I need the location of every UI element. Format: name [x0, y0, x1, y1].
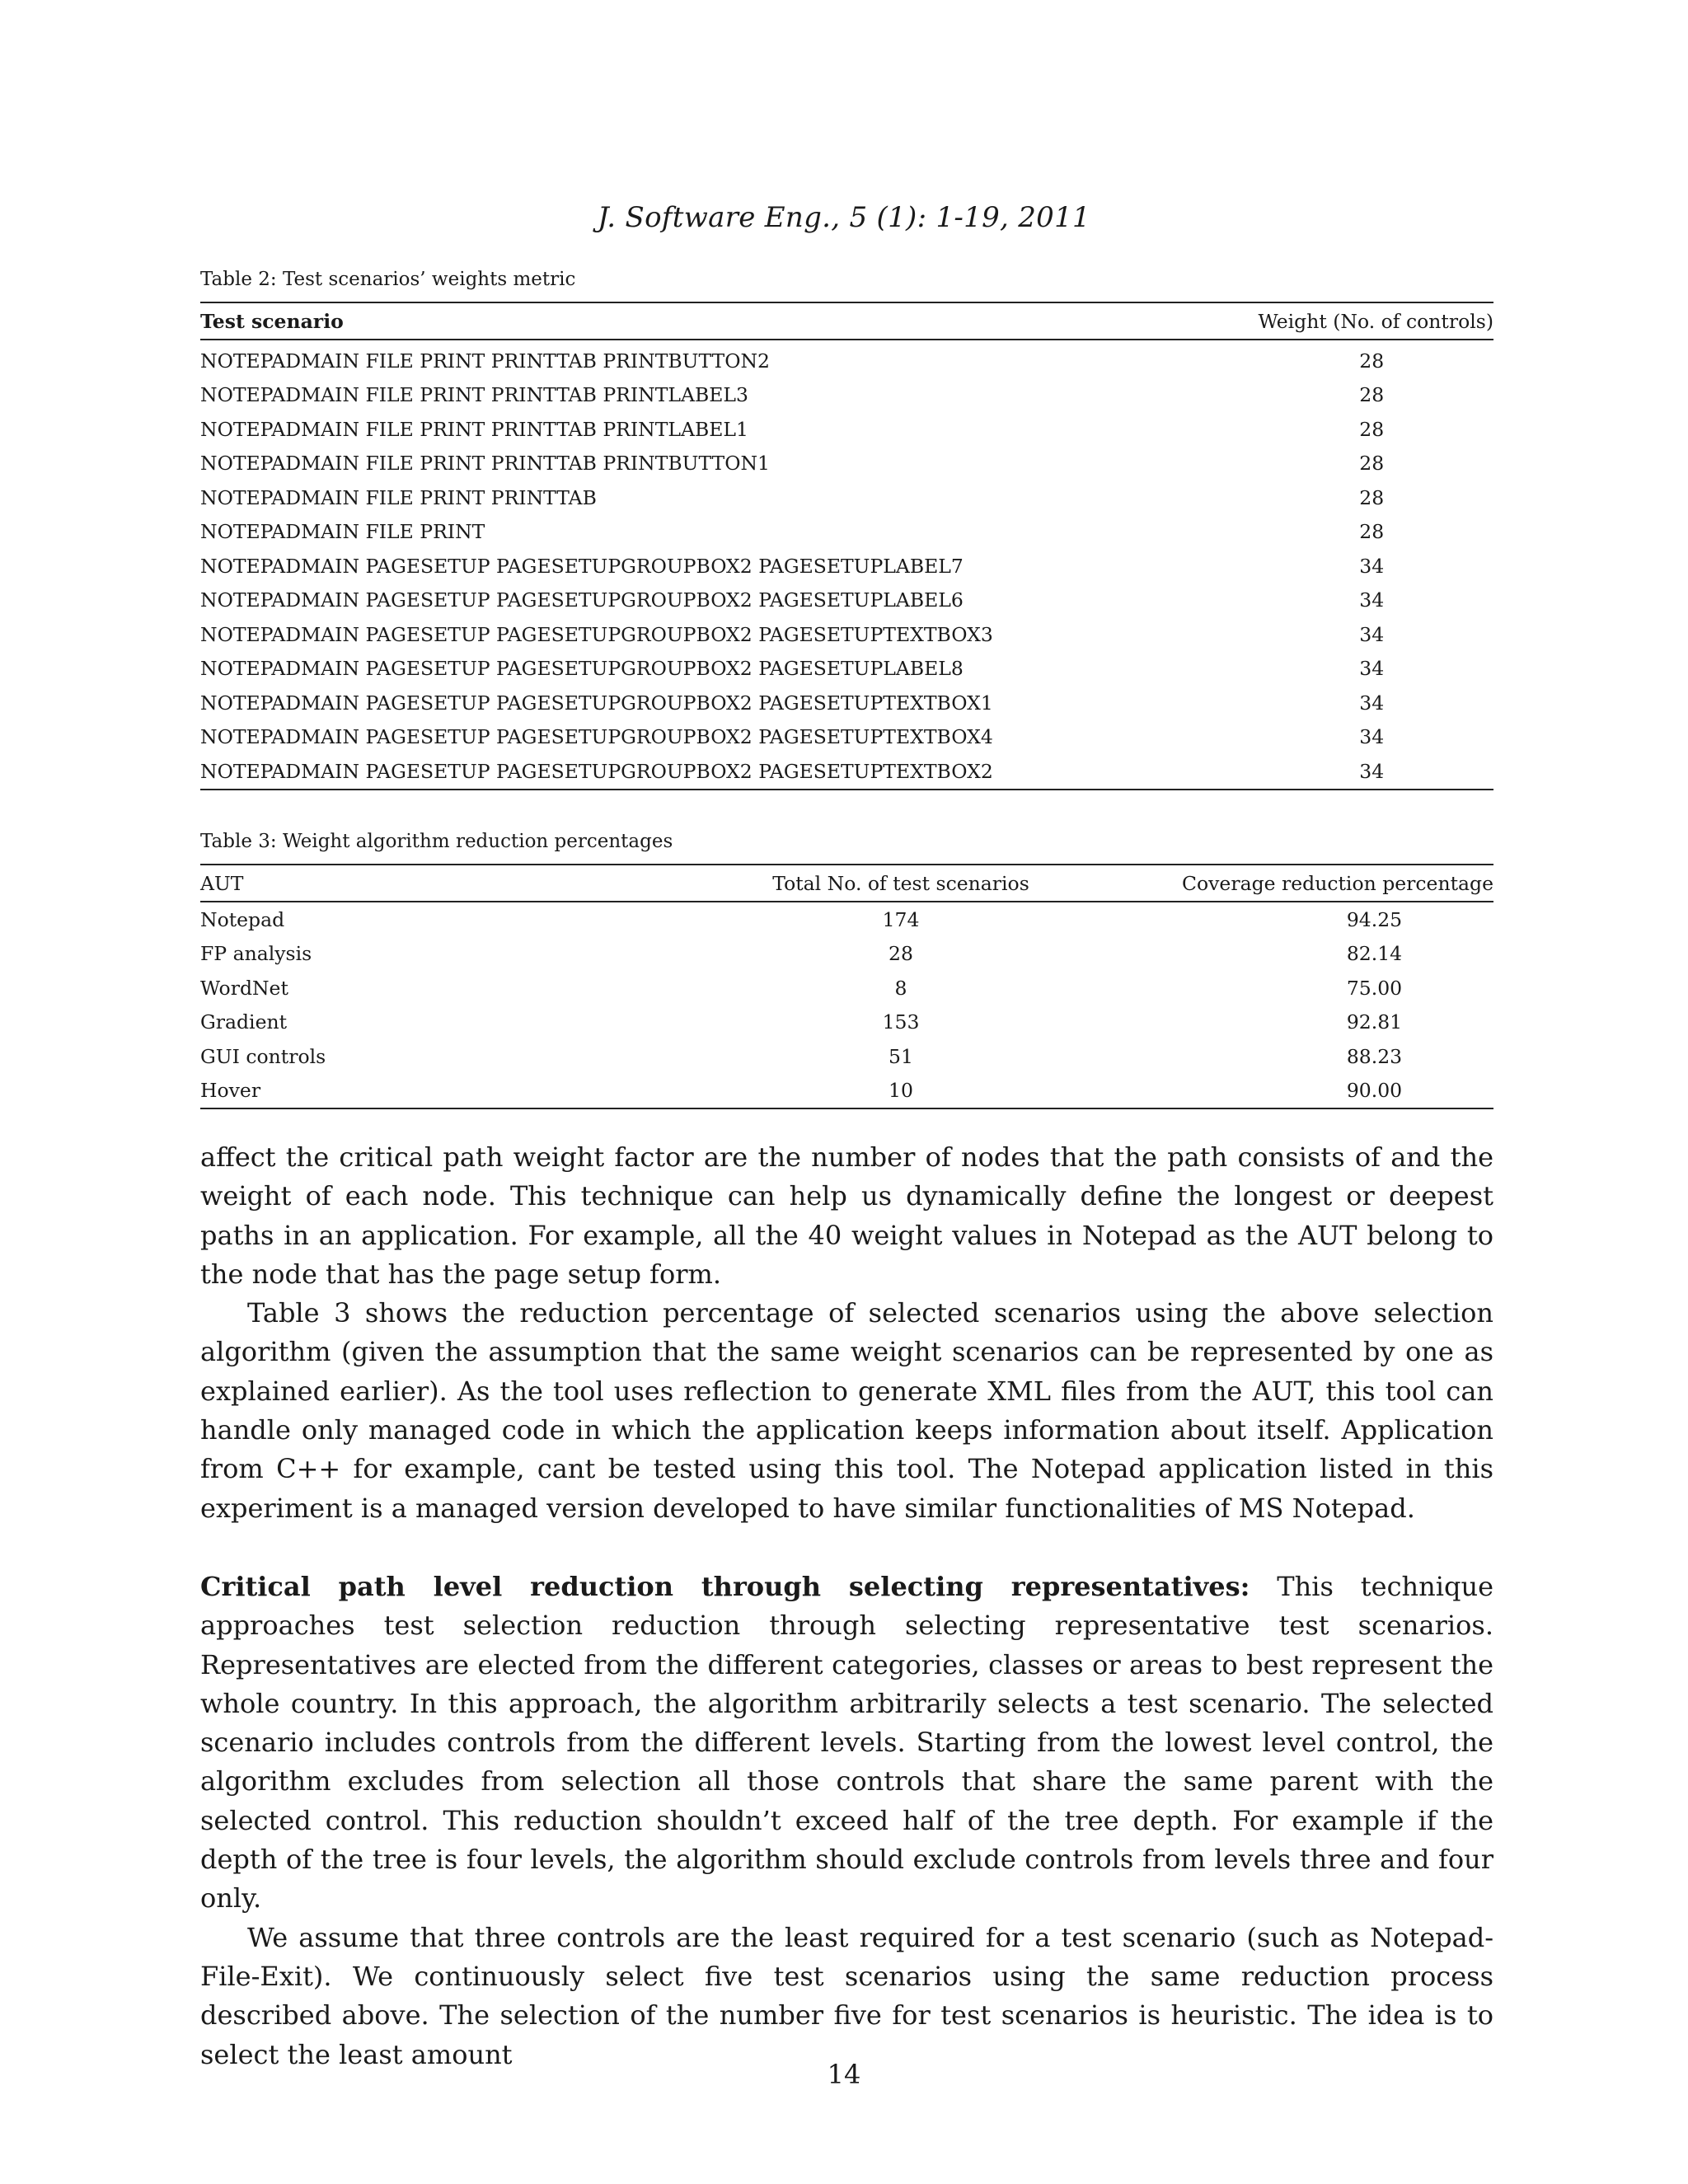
table3-cell-coverage: 82.14	[1346, 942, 1403, 966]
table2-row	[200, 617, 1493, 652]
table2-cell-weight: 34	[1359, 657, 1385, 681]
table2-cell-weight: 28	[1359, 383, 1385, 407]
table2-row	[200, 583, 1493, 618]
table2-row	[200, 686, 1493, 720]
table2-row	[200, 378, 1493, 413]
section-heading: Critical path level reduction through selecting representatives:	[200, 1570, 1250, 1602]
table3-cell-aut: GUI controls	[200, 1044, 326, 1068]
table3-cell-aut: Notepad	[200, 907, 285, 931]
table2-row	[200, 652, 1493, 687]
table2-cell-weight: 34	[1359, 622, 1385, 646]
table2-cell-scenario: NOTEPADMAIN PAGESETUP PAGESETUPGROUPBOX2 PAGESETUPLABEL7	[200, 554, 964, 578]
table2-cell-scenario: NOTEPADMAIN PAGESETUP PAGESETUPGROUPBOX2 PAGESETUPTEXTBOX1	[200, 691, 993, 715]
table2-row	[200, 549, 1493, 583]
table3-header-row	[200, 865, 1493, 902]
table2-row	[200, 515, 1493, 550]
table2-cell-scenario: NOTEPADMAIN FILE PRINT PRINTTAB PRINTLABEL3	[200, 383, 748, 407]
table2-cell-weight: 34	[1359, 554, 1385, 578]
table3-row	[200, 902, 1493, 937]
table3-cell-total: 51	[889, 1044, 913, 1068]
table2-cell-weight: 34	[1359, 725, 1385, 749]
table2-body	[200, 340, 1493, 790]
table3-cell-coverage: 75.00	[1346, 976, 1403, 1000]
table2-cell-weight: 34	[1359, 691, 1385, 715]
table2-cell-scenario: NOTEPADMAIN FILE PRINT PRINTTAB PRINTBUTTON1	[200, 452, 771, 476]
paragraph-3-text: This technique approaches test selection reduction through selecting representative test scenarios. Representatives are elected from the different categories, classes or areas to best represent the whole country. In this approach, the algorithm arbitrarily selects a test scenario. The selected scenario includes controls from the different levels. Starting from the lowest level control, the algorithm excludes from selection all those controls that share the same parent with the selected control. This reduction shouldn’t exceed half of the tree depth. For example if the depth of the tree is four levels, the algorithm should exclude controls from levels three and four only.	[200, 1570, 1494, 1915]
table3-cell-aut: WordNet	[200, 976, 288, 1000]
table2-row	[200, 480, 1493, 515]
table2-caption: Table 2: Test scenarios’ weights metric	[200, 269, 576, 290]
table2-cell-weight: 28	[1359, 485, 1385, 509]
table2-row	[200, 447, 1493, 481]
table2-cell-scenario: NOTEPADMAIN PAGESETUP PAGESETUPGROUPBOX2 PAGESETUPLABEL8	[200, 657, 964, 681]
page-number: 14	[827, 2059, 861, 2090]
table3-cell-coverage: 94.25	[1346, 907, 1403, 931]
table2-cell-scenario: NOTEPADMAIN PAGESETUP PAGESETUPGROUPBOX2 PAGESETUPLABEL6	[200, 588, 964, 612]
table2-header-weight: Weight (No. of controls)	[1259, 302, 1494, 340]
table2-row	[200, 412, 1493, 447]
table3	[200, 864, 1493, 1109]
table3-header-total: Total No. of test scenarios	[695, 865, 1107, 902]
table3-header-aut: AUT	[200, 865, 695, 902]
table3-cell-total: 8	[894, 976, 907, 1000]
table3-cell-coverage: 90.00	[1346, 1079, 1403, 1103]
table3-caption: Table 3: Weight algorithm reduction percentages	[200, 831, 673, 852]
table3-row	[200, 1005, 1493, 1040]
running-head: J. Software Eng., 5 (1): 1-19, 2011	[598, 201, 1090, 234]
table3-row	[200, 937, 1493, 972]
table3-cell-aut: FP analysis	[200, 942, 312, 966]
table3-cell-total: 10	[889, 1079, 913, 1103]
paragraph-4: We assume that three controls are the least required for a test scenario (such as Notepad-File-Exit). We continuously select five test scenarios using the same reduction process described above. The selection of the number five for test scenarios is heuristic. The idea is to select the least amount	[200, 1921, 1493, 2070]
table3-cell-coverage: 92.81	[1346, 1010, 1403, 1034]
table2-cell-weight: 34	[1359, 588, 1385, 612]
body-text	[200, 1138, 1493, 2074]
table2-cell-weight: 28	[1359, 520, 1385, 544]
table2-cell-weight: 28	[1359, 417, 1385, 441]
table2-cell-weight: 28	[1359, 349, 1385, 373]
table2-cell-scenario: NOTEPADMAIN FILE PRINT	[200, 520, 485, 544]
table2-cell-weight: 28	[1359, 452, 1385, 476]
table3-cell-total: 28	[889, 942, 913, 966]
table3-row	[200, 971, 1493, 1005]
table3-row	[200, 1074, 1493, 1109]
table2-cell-scenario: NOTEPADMAIN PAGESETUP PAGESETUPGROUPBOX2 PAGESETUPTEXTBOX3	[200, 622, 993, 646]
table2-cell-scenario: NOTEPADMAIN FILE PRINT PRINTTAB PRINTBUTTON2	[200, 349, 771, 373]
table3-cell-total: 153	[882, 1010, 920, 1034]
paragraph-2: Table 3 shows the reduction percentage of selected scenarios using the above selection algorithm (given the assumption that the same weight scenarios can be represented by one as explained earlier). As the tool uses reflection to generate XML files from the AUT, this tool can handle only managed code in which the application keeps information about itself. Application from C++ for example, cant be tested using this tool. The Notepad application listed in this experiment is a managed version developed to have similar functionalities of MS Notepad.	[200, 1297, 1493, 1524]
table2-row	[200, 754, 1493, 790]
table3-header-coverage: Coverage reduction percentage	[1107, 865, 1493, 902]
table3-cell-total: 174	[882, 907, 920, 931]
table2	[200, 302, 1493, 790]
table3-cell-coverage: 88.23	[1346, 1044, 1403, 1068]
table3-body	[200, 902, 1493, 1108]
table3-cell-aut: Hover	[200, 1079, 261, 1103]
table2-cell-weight: 34	[1359, 759, 1385, 783]
table2-cell-scenario: NOTEPADMAIN PAGESETUP PAGESETUPGROUPBOX2 PAGESETUPTEXTBOX2	[200, 759, 993, 783]
table2-row	[200, 720, 1493, 755]
table3-cell-aut: Gradient	[200, 1010, 288, 1034]
table2-cell-scenario: NOTEPADMAIN PAGESETUP PAGESETUPGROUPBOX2 PAGESETUPTEXTBOX4	[200, 725, 993, 749]
table3-row	[200, 1039, 1493, 1074]
table2-header-row	[200, 302, 1493, 340]
table2-cell-scenario: NOTEPADMAIN FILE PRINT PRINTTAB	[200, 485, 597, 509]
table2-row	[200, 340, 1493, 378]
table2-header-scenario: Test scenario	[200, 302, 1259, 340]
paragraph-3	[200, 1568, 1493, 1919]
paragraph-1: affect the critical path weight factor are the number of nodes that the path consists of and the weight of each node. This technique can help us dynamically define the longest or deepest paths in an application. For example, all the 40 weight values in Notepad as the AUT belong to the node that has the page setup form.	[200, 1141, 1493, 1290]
table2-cell-scenario: NOTEPADMAIN FILE PRINT PRINTTAB PRINTLABEL1	[200, 417, 748, 441]
